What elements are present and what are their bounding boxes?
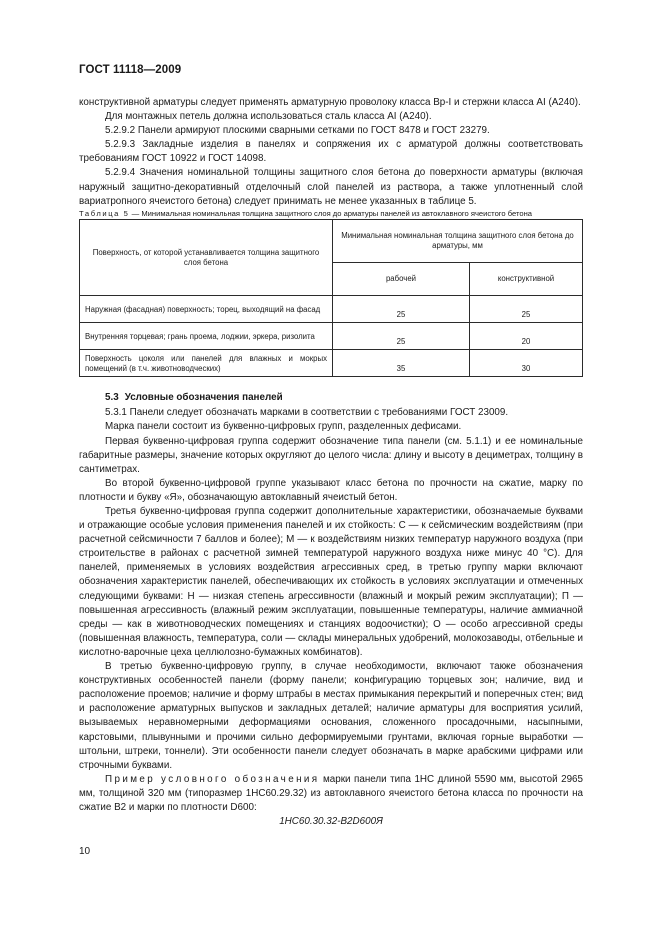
page-number: 10 bbox=[79, 846, 91, 857]
paragraph: В третью буквенно-цифровую группу, в случае необходимости, включают также обозначения конструктивных особенностей панели (форму панели; конфигурацию торцевых зон; наличие, вид и расположение проемов; наличие и форму штрабы в местах примыкания перекрытий и поперечных стен; вид и расположение арматурных выпусков и закладных деталей; наличие арматуры для восприятия усилий, вызываемых неравномерными деформациями основания, сложенного просадочными, насыпными, карстовыми, плывунными и прочими сильно деформируемыми грунтами, включая горные выработки — штольни, штреки, тоннели). Эти особенности панели следует обозначать в марке арабскими цифрами или строчными буквами. bbox=[79, 661, 583, 771]
paragraph: Для монтажных петель должна использоваться сталь класса AI (A240). bbox=[105, 111, 432, 123]
table-cell-working: 35 bbox=[333, 350, 470, 377]
table-header-surface: Поверхность, от которой устанавливается толщина защитного слоя бетона bbox=[80, 220, 333, 296]
table-caption-text: — Минимальная номинальная толщина защитного слоя до арматуры панелей из автоклавного ячеистого бетона bbox=[129, 208, 533, 218]
table-caption-number: Таблица 5 bbox=[79, 208, 130, 218]
table-cell-surface: Наружная (фасадная) поверхность; торец, выходящий на фасад bbox=[80, 296, 333, 323]
section-number: 5.3 bbox=[105, 392, 119, 404]
example-label: Пример условного обозначения bbox=[105, 773, 320, 785]
paragraph: конструктивной арматуры следует применять арматурную проволоку класса Вр-I и стержни класса AI (A240). bbox=[79, 97, 581, 108]
table-cell-constructive: 20 bbox=[470, 323, 583, 350]
table-row bbox=[80, 350, 583, 377]
section-title: Условные обозначения панелей bbox=[124, 392, 283, 404]
table-cell-constructive: 30 bbox=[470, 350, 583, 377]
example-text: марки панели типа 1НС длиной 5590 мм, высотой 2965 мм, толщиной 320 мм (типоразмер 1НС60.29.32) из автоклавного ячеистого бетона класса по прочности на сжатие В2 и марки по плотности D600: bbox=[79, 773, 583, 813]
example-paragraph bbox=[79, 773, 583, 815]
paragraph: 5.2.9.2 Панели армируют плоскими сварными сетками по ГОСТ 8478 и ГОСТ 23279. bbox=[105, 125, 490, 137]
table-cell-working: 25 bbox=[333, 323, 470, 350]
table-header-thickness: Минимальная номинальная толщина защитного слоя бетона до арматуры, мм bbox=[333, 220, 583, 263]
paragraph: 5.3.1 Панели следует обозначать марками в соответствии с требованиями ГОСТ 23009. bbox=[105, 407, 509, 419]
table-header-row bbox=[80, 220, 583, 263]
paragraph: Первая буквенно-цифровая группа содержит обозначение типа панели (см. 5.1.1) и ее номинальные габаритные размеры, значение которых округляют до целого числа: длину и высоту в дециметрах, толщину в сантиметрах. bbox=[79, 435, 583, 475]
paragraph: 5.2.9.4 Значения номинальной толщины защитного слоя бетона до поверхности арматуры (включая наружный защитно-декоративный отделочный слой панелей из раствора, а также уплотненный слой вариатропного ячеистого бетона) следует принимать не менее указанных в таблице 5. bbox=[79, 167, 583, 207]
paragraph: Во второй буквенно-цифровой группе указывают класс бетона по прочности на сжатие, марку по плотности и букву «Я», обозначающую автоклавный ячеистый бетон. bbox=[79, 477, 583, 503]
example-formula: 1НС60.30.32-В2D600Я bbox=[279, 816, 383, 828]
table-cell-working: 25 bbox=[333, 296, 470, 323]
table-caption bbox=[79, 209, 583, 220]
paragraph: Третья буквенно-цифровая группа содержит дополнительные характеристики, обозначаемые буквами и отражающие особые условия применения панелей и их стойкость: С — к сейсмическим воздействиям (при расчетной сейсмичности 7 баллов и более); М — к воздействиям низких температур наружного воздуха (при строительстве в районах с расчетной зимней температурой наружного воздуха ниже минус 40 °С). Для панелей, применяемых в условиях воздействия агрессивных сред, в третью группу марки включают обозначения характеристик панелей, обеспечивающих их стойкость в условиях эксплуатации и отмеченных следующими буквами: Н — низкая степень агрессивности (влажный и мокрый режим эксплуатации); П — повышенная агрессивность (влажный режим эксплуатации, повышенные температуры, наличие аммиачной среды — как в животноводческих помещениях и станциях водоочистки); О — особо агрессивной среды (повышенная влажность, температура, соли — склады минеральных удобрений, молокозаводы, отбельные и кислотно-варочные цеха целлюлозно-бумажных комбинатов). bbox=[79, 506, 583, 658]
table-subheader-working: рабочей bbox=[333, 263, 470, 296]
section-heading bbox=[79, 391, 583, 405]
paragraph: Марка панели состоит из буквенно-цифровых групп, разделенных дефисами. bbox=[105, 421, 462, 433]
table-cell-surface: Внутренняя торцевая; грань проема, лоджии, эркера, ризолита bbox=[80, 323, 333, 350]
table-subheader-constructive: конструктивной bbox=[470, 263, 583, 296]
table-row bbox=[80, 296, 583, 323]
table-cell-surface: Поверхность цоколя или панелей для влажных и мокрых помещений (в т.ч. животноводческих) bbox=[80, 350, 333, 377]
document-header: ГОСТ 11118—2009 bbox=[79, 64, 182, 76]
table-row bbox=[80, 323, 583, 350]
document-body bbox=[79, 96, 583, 829]
paragraph: 5.2.9.3 Закладные изделия в панелях и сопряжения их с арматурой должны соответствовать требованиям ГОСТ 10922 и ГОСТ 14098. bbox=[79, 139, 583, 165]
table-cell-constructive: 25 bbox=[470, 296, 583, 323]
protective-layer-table bbox=[79, 219, 583, 377]
